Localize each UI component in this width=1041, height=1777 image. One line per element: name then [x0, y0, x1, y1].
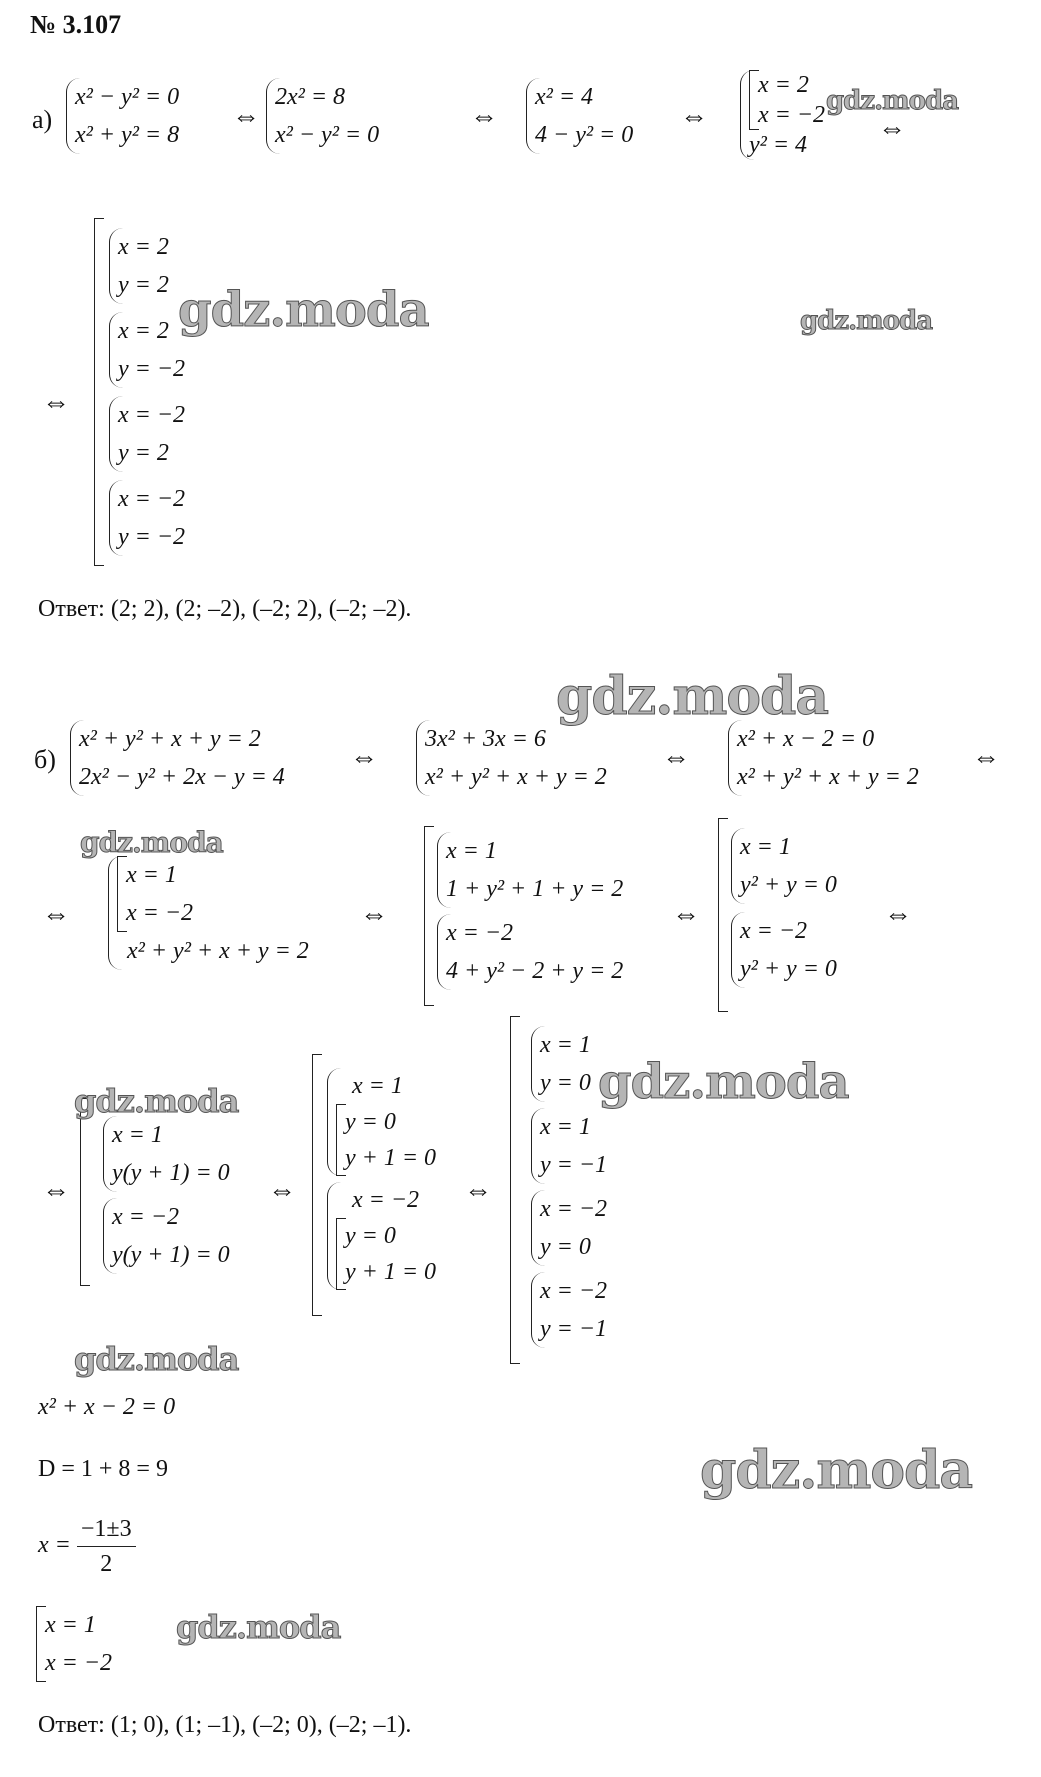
equation: x² + y² + x + y = 2 — [737, 764, 919, 790]
equation: x = 1 — [540, 1032, 591, 1058]
watermark: gdz.moda — [598, 1054, 849, 1110]
case-system — [327, 1068, 481, 1176]
part-b-system-1 — [70, 720, 285, 796]
part-a-system-4 — [740, 70, 825, 160]
equivalence-arrow: ⇔ — [42, 1175, 70, 1206]
part-b-system-3 — [728, 720, 919, 796]
collection-bracket — [117, 856, 309, 932]
equation: x = −2 — [112, 1204, 180, 1230]
fraction — [77, 1512, 136, 1581]
equation: y = −2 — [118, 356, 186, 382]
equivalence-arrow: ⇔ — [878, 113, 906, 144]
equivalence-arrow: ⇔ — [972, 742, 1000, 773]
equivalence-arrow: ⇔ — [672, 899, 700, 930]
case-system — [437, 914, 663, 990]
equation: y = −2 — [118, 524, 186, 550]
equation: x = −2 — [118, 402, 186, 428]
part-b-row3-collection-1 — [80, 1098, 279, 1286]
watermark: gdz.moda — [176, 1608, 341, 1646]
equation: 4 + y² − 2 + y = 2 — [446, 958, 624, 984]
equivalence-arrow: ⇔ — [470, 101, 498, 132]
collection-bracket — [336, 1104, 481, 1176]
equivalence-arrow: ⇔ — [662, 742, 690, 773]
equation: y = −1 — [540, 1316, 608, 1342]
equivalence-arrow: ⇔ — [884, 899, 912, 930]
part-a-big-collection — [94, 218, 303, 566]
case-system — [109, 480, 303, 556]
part-a-label: а) — [32, 105, 53, 134]
watermark: gdz.moda — [178, 282, 429, 338]
equation: x² + y² = 8 — [75, 122, 180, 148]
equation: x² + y² + x + y = 2 — [79, 726, 261, 752]
equation: x² + x − 2 = 0 — [737, 726, 875, 752]
watermark: gdz.moda — [800, 306, 933, 336]
equation: x = −2 — [540, 1278, 608, 1304]
case-system — [109, 396, 303, 472]
part-b-label: б) — [34, 745, 56, 774]
equation: x = 1 — [540, 1114, 591, 1140]
equation: y(y + 1) = 0 — [112, 1160, 230, 1186]
equation: y = 2 — [118, 440, 169, 466]
equation: 2x² = 8 — [275, 84, 346, 110]
discriminant: D = 1 + 8 = 9 — [38, 1456, 168, 1482]
equation: x = −2 — [352, 1187, 420, 1213]
equation: 1 + y² + 1 + y = 2 — [446, 876, 624, 902]
equation: y = 0 — [540, 1070, 591, 1096]
equation: y² + y = 0 — [740, 956, 837, 982]
roots-collection — [36, 1606, 112, 1682]
root-lhs: x = — [38, 1532, 71, 1559]
case-system — [327, 1182, 481, 1290]
equation: x = −2 — [540, 1196, 608, 1222]
part-b-row3-collection-2 — [312, 1054, 481, 1316]
equation: x = 2 — [118, 318, 169, 344]
equation: x = −2 — [740, 918, 808, 944]
part-b-answer: Ответ: (1; 0), (1; –1), (–2; 0), (–2; –1). — [38, 1712, 412, 1738]
part-b-row2-collection-3 — [718, 818, 877, 1012]
equation: y = 2 — [118, 272, 169, 298]
equivalence-arrow: ⇔ — [360, 899, 388, 930]
equation: x = 2 — [758, 72, 809, 98]
equation: x = 1 — [352, 1073, 403, 1099]
part-a-system-3 — [526, 78, 633, 154]
equation: y = 0 — [345, 1223, 396, 1249]
equation: y(y + 1) = 0 — [112, 1242, 230, 1268]
equation: x² − y² = 0 — [75, 84, 180, 110]
case-system — [437, 832, 663, 908]
quadratic-equation: x² + x − 2 = 0 — [38, 1394, 176, 1420]
equation: x = 1 — [45, 1612, 96, 1638]
equivalence-arrow: ⇔ — [42, 387, 70, 418]
equation: x² + y² + x + y = 2 — [127, 938, 309, 964]
equation: x = 1 — [446, 838, 497, 864]
equation: x² − y² = 0 — [275, 122, 380, 148]
equivalence-arrow: ⇔ — [464, 1175, 492, 1206]
equation: y + 1 = 0 — [345, 1259, 437, 1285]
watermark: gdz.moda — [74, 1082, 239, 1120]
numerator: −1±3 — [77, 1512, 136, 1547]
part-b-system-2 — [416, 720, 607, 796]
case-system — [531, 1272, 689, 1348]
watermark: gdz.moda — [74, 1340, 239, 1378]
case-system — [731, 828, 877, 904]
equation: y = −1 — [540, 1152, 608, 1178]
problem-title: № 3.107 — [30, 10, 122, 39]
equation: x = −2 — [118, 486, 186, 512]
denominator: 2 — [100, 1551, 113, 1577]
equation: y² = 4 — [749, 132, 808, 158]
watermark: gdz.moda — [700, 1440, 973, 1501]
equivalence-arrow: ⇔ — [350, 742, 378, 773]
equation: y = 0 — [345, 1109, 396, 1135]
collection-bracket — [336, 1218, 481, 1290]
equation: 3x² + 3x = 6 — [425, 726, 546, 752]
part-b-row2-system-1 — [108, 856, 309, 970]
part-a-system-1 — [66, 78, 179, 154]
equation: x = 2 — [118, 234, 169, 260]
collection-bracket — [749, 70, 825, 130]
case-system — [531, 1190, 689, 1266]
equation: x = 1 — [740, 834, 791, 860]
part-b-row2-collection-2 — [424, 826, 663, 1006]
watermark: gdz.moda — [826, 86, 959, 116]
part-a-system-2 — [266, 78, 379, 154]
part-a-answer: Ответ: (2; 2), (2; –2), (–2; 2), (–2; –2). — [38, 596, 412, 622]
equation: x = −2 — [126, 900, 194, 926]
equation: x = −2 — [446, 920, 514, 946]
equation: x = 1 — [112, 1122, 163, 1148]
equation: y + 1 = 0 — [345, 1145, 437, 1171]
case-system — [103, 1116, 279, 1192]
equation: x = 1 — [126, 862, 177, 888]
watermark: gdz.moda — [556, 666, 829, 727]
equation: 2x² − y² + 2x − y = 4 — [79, 764, 285, 790]
equivalence-arrow: ⇔ — [268, 1175, 296, 1206]
equation: y² + y = 0 — [740, 872, 837, 898]
equation: x = −2 — [45, 1650, 113, 1676]
case-system — [103, 1198, 279, 1274]
root-formula — [38, 1512, 136, 1581]
watermark: gdz.moda — [80, 826, 223, 859]
case-system — [731, 912, 877, 988]
equivalence-arrow: ⇔ — [42, 899, 70, 930]
equivalence-arrow: ⇔ — [232, 101, 260, 132]
equation: y = 0 — [540, 1234, 591, 1260]
equation: x = −2 — [758, 102, 826, 128]
equation: 4 − y² = 0 — [535, 122, 634, 148]
equation: x² + y² + x + y = 2 — [425, 764, 607, 790]
equivalence-arrow: ⇔ — [680, 101, 708, 132]
equation: x² = 4 — [535, 84, 594, 110]
case-system — [531, 1108, 689, 1184]
